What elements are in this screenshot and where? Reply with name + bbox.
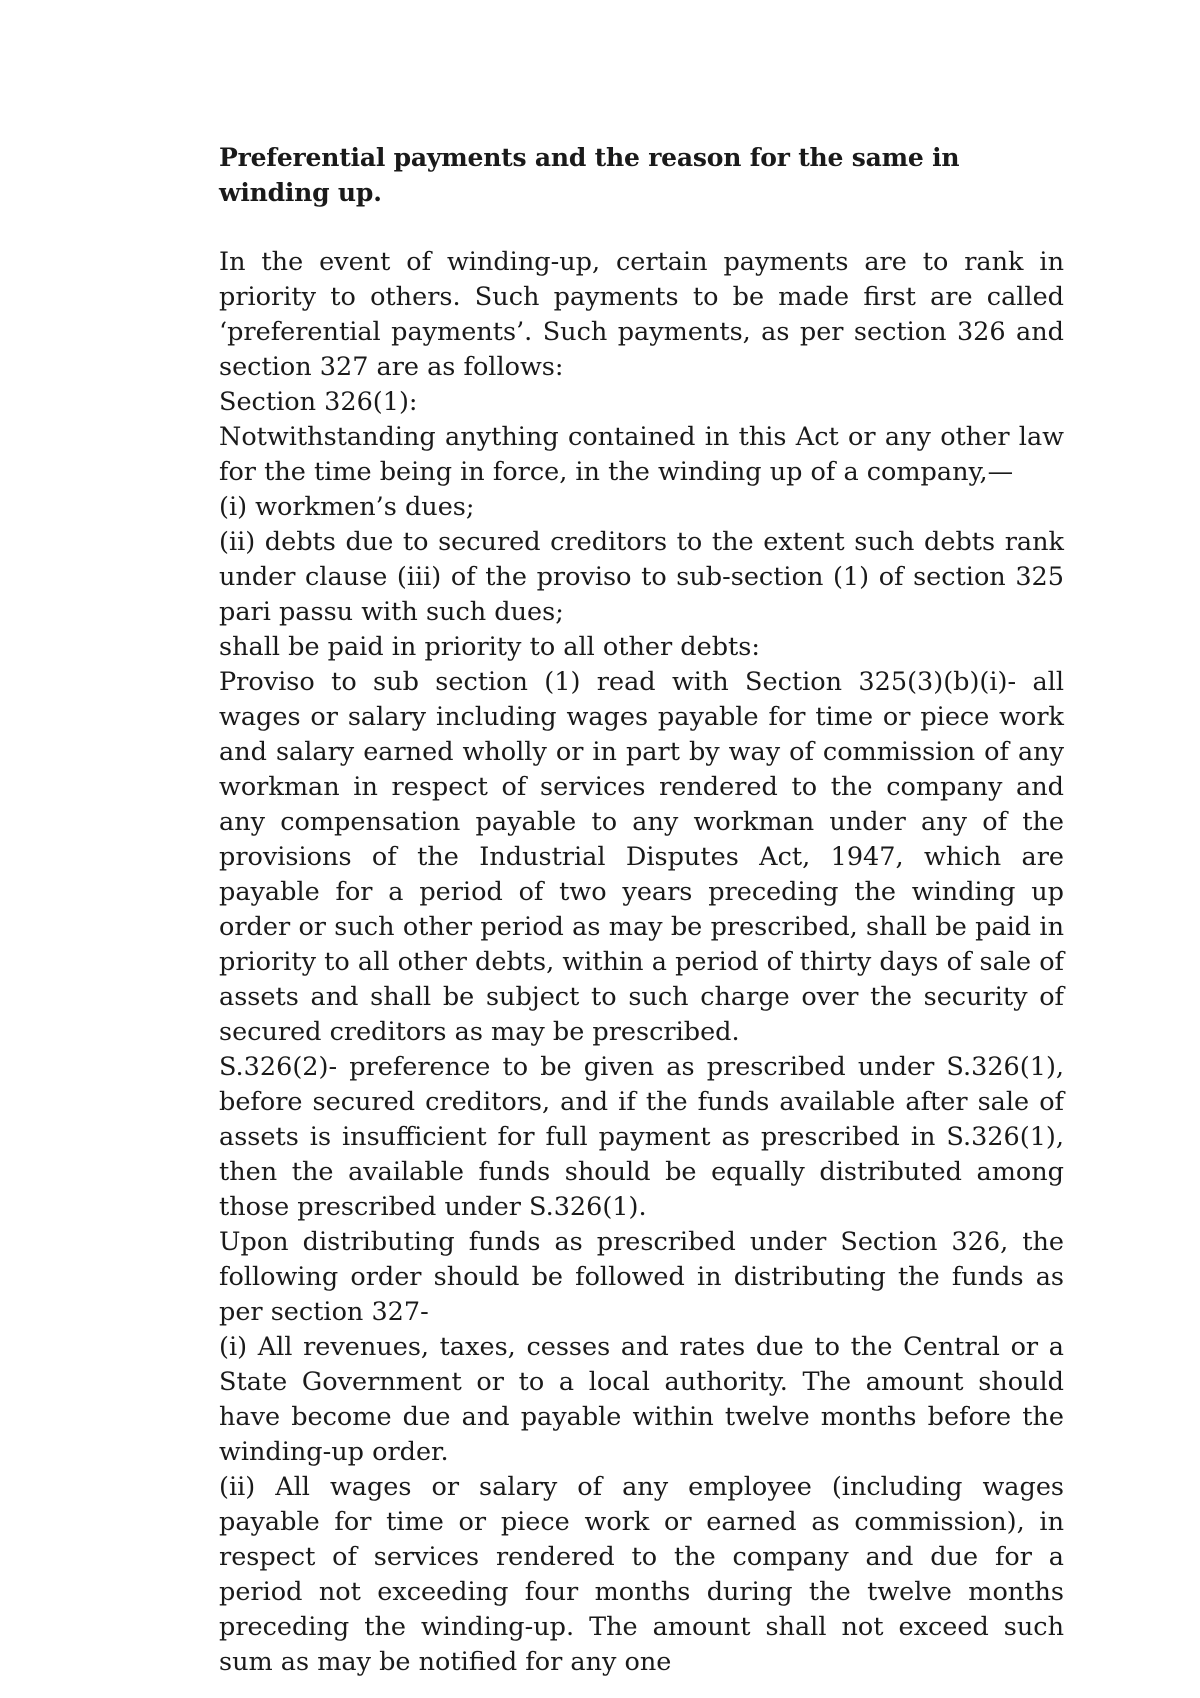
paragraph-section-326-1-heading: Section 326(1): [219, 387, 418, 417]
paragraph-section-327-intro: Upon distributing funds as prescribed under Section 326, the following order should be followed in distributing the funds as per section 327- [219, 1227, 1064, 1327]
paragraph-secured-creditors-debts: (ii) debts due to secured creditors to the extent such debts rank under clause (iii) of the proviso to sub-section (1) of section 325 pari passu with such dues; [219, 527, 1064, 627]
document-title: Preferential payments and the reason for the same in winding up. [219, 143, 960, 207]
paragraph-workmen-dues: (i) workmen’s dues; [219, 492, 475, 522]
title-spacer [219, 210, 1064, 245]
document-page [219, 140, 1064, 1680]
paragraph-revenues-taxes: (i) All revenues, taxes, cesses and rates due to the Central or a State Government or to a local authority. The amount should have become due and payable within twelve months before the winding-up order. [219, 1332, 1064, 1467]
paragraph-wages-salary: (ii) All wages or salary of any employee (including wages payable for time or piece work or earned as commission), in respect of services rendered to the company and due for a period not exceeding four months during the twelve months preceding the winding-up. The amount shall not exceed such sum as may be notified for any one [219, 1472, 1064, 1677]
paragraph-notwithstanding: Notwithstanding anything contained in this Act or any other law for the time being in force, in the winding up of a company,— [219, 422, 1064, 487]
paragraph-section-326-2: S.326(2)- preference to be given as prescribed under S.326(1), before secured creditors, and if the funds available after sale of assets is insufficient for full payment as prescribed in S.326(1), then the available funds should be equally distributed among those prescribed under S.326(1). [219, 1052, 1064, 1222]
paragraph-proviso: Proviso to sub section (1) read with Section 325(3)(b)(i)- all wages or salary including wages payable for time or piece work and salary earned wholly or in part by way of commission of any workman in respect of services rendered to the company and any compensation payable to any workman under any of the provisions of the Industrial Disputes Act, 1947, which are payable for a period of two years preceding the winding up order or such other period as may be prescribed, shall be paid in priority to all other debts, within a period of thirty days of sale of assets and shall be subject to such charge over the security of secured creditors as may be prescribed. [219, 667, 1064, 1047]
paragraph-priority-statement: shall be paid in priority to all other debts: [219, 632, 760, 662]
paragraph-intro: In the event of winding-up, certain payments are to rank in priority to others. Such payments to be made first are called ‘preferential payments’. Such payments, as per section 326 and section 327 are as follows: [219, 247, 1064, 382]
